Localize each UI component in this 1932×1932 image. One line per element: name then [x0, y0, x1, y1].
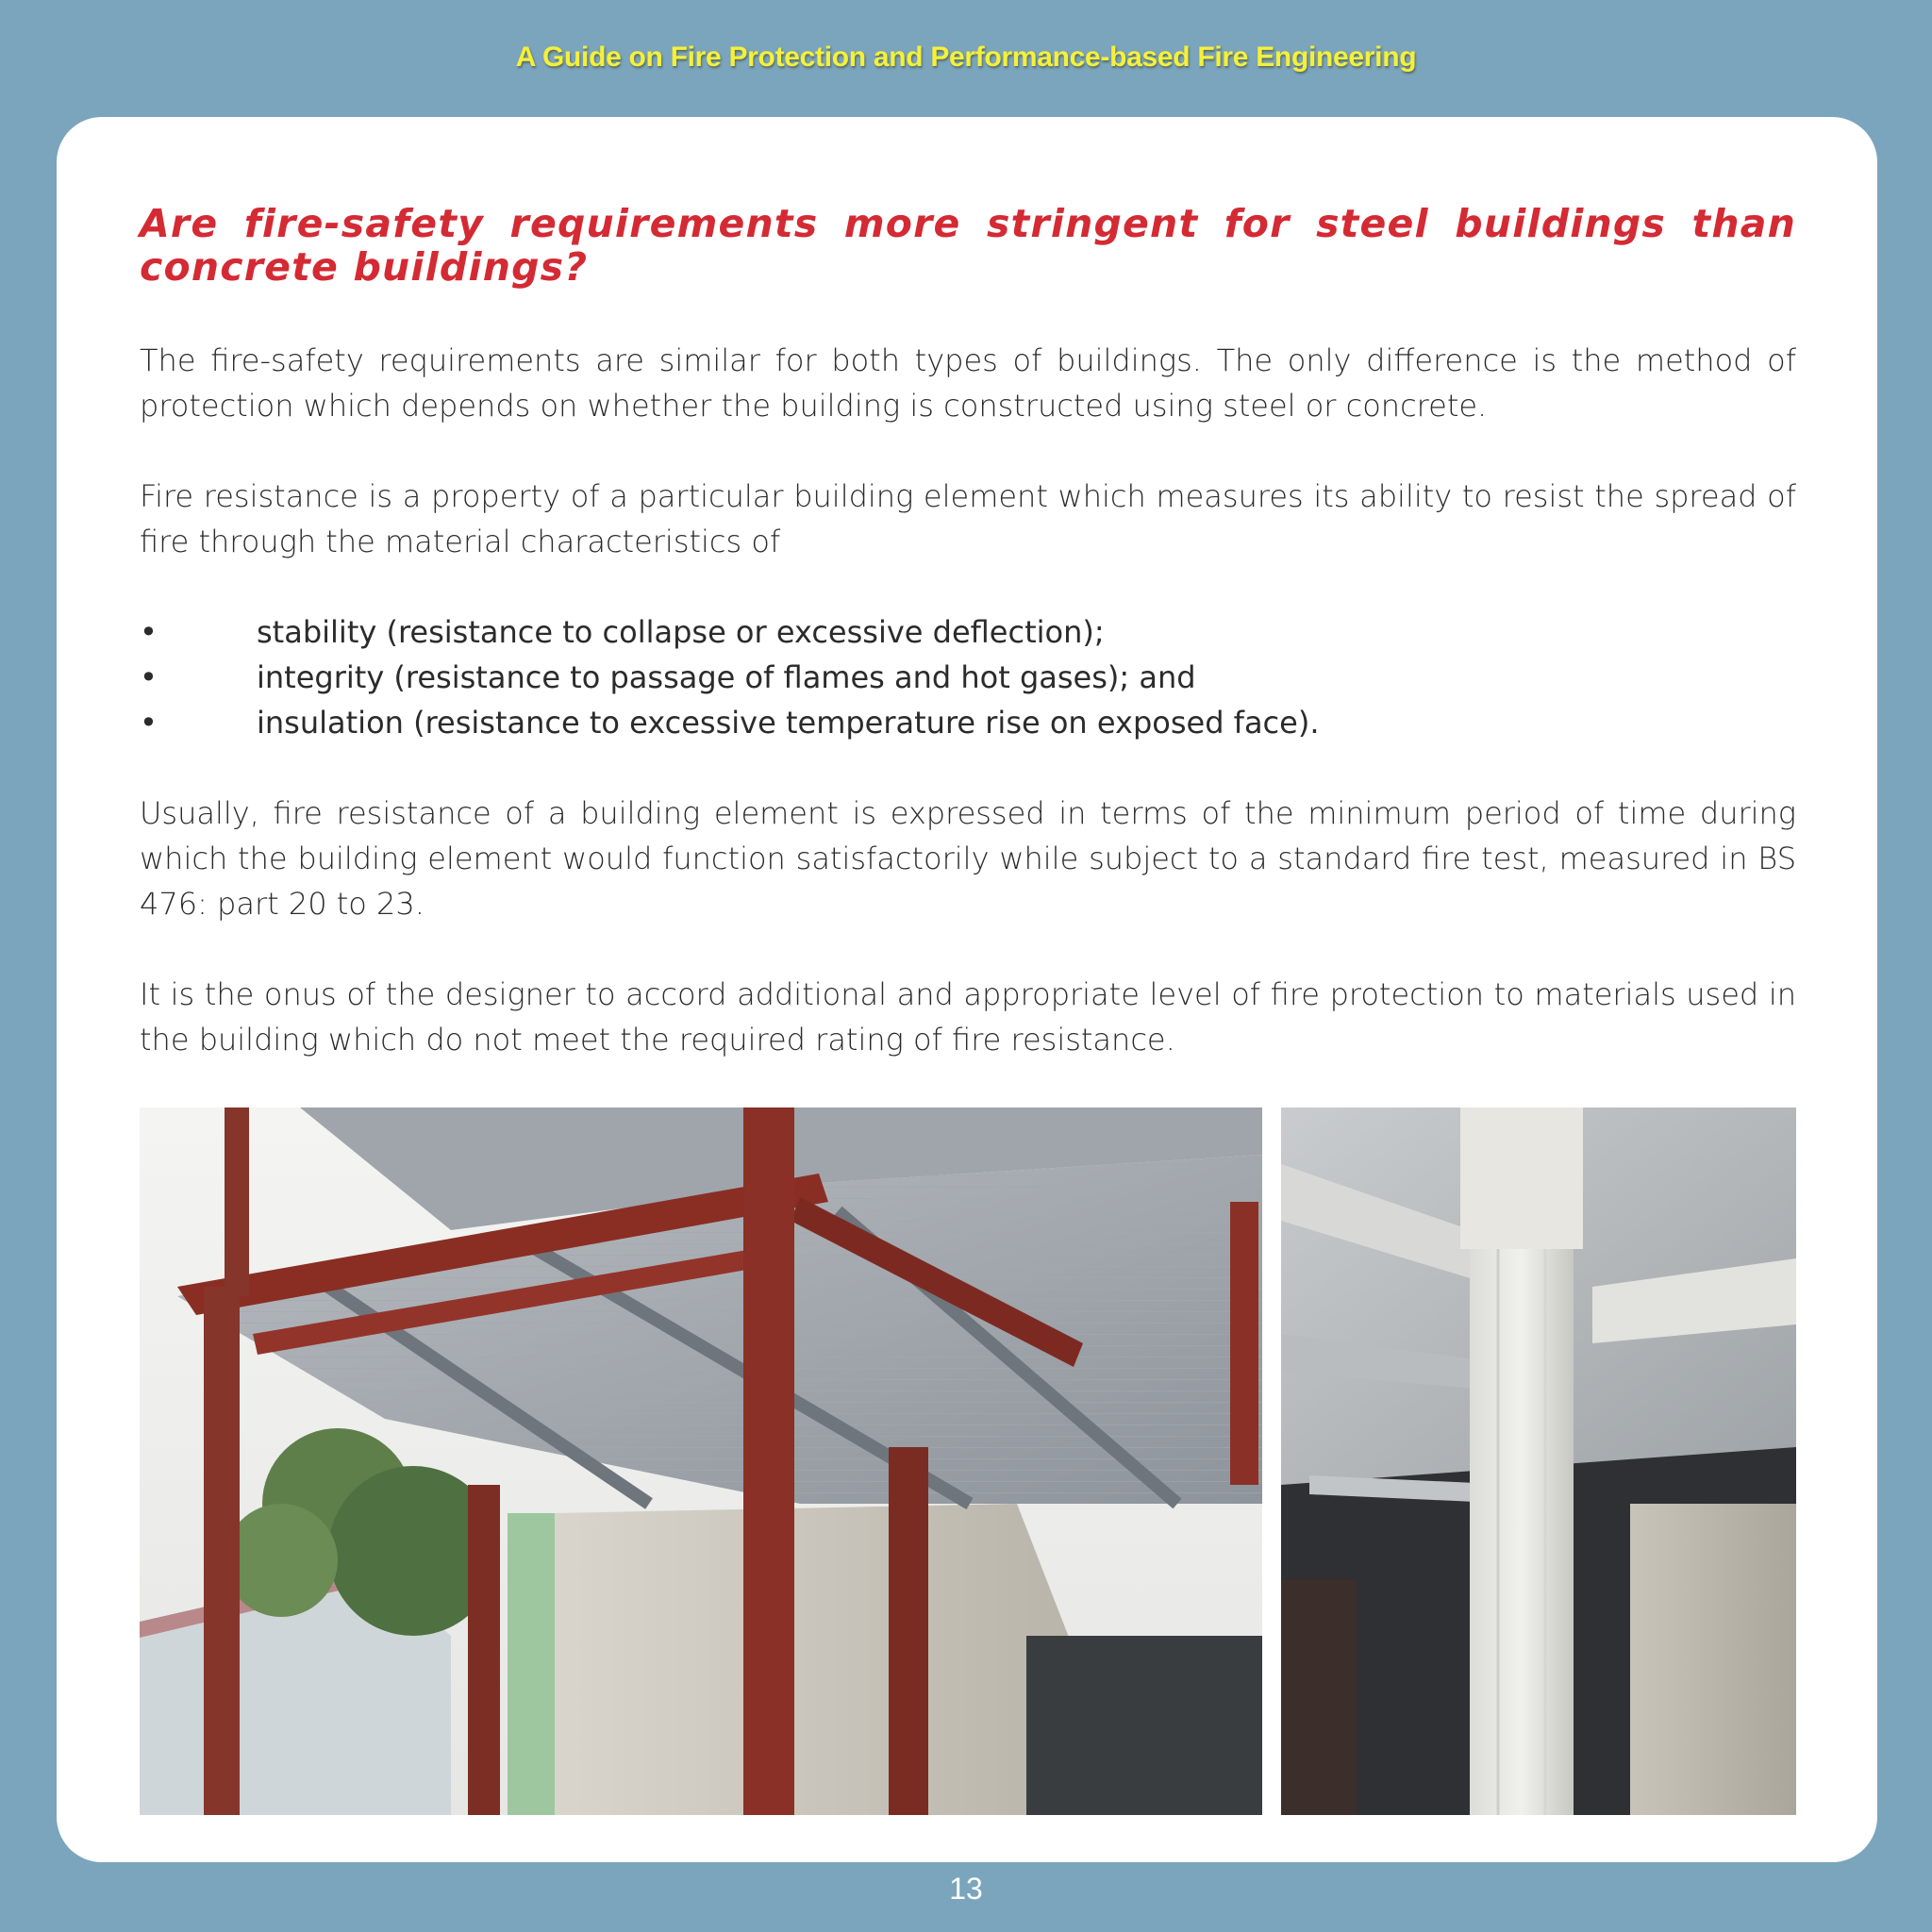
running-header: A Guide on Fire Protection and Performance-based Fire Engineering: [515, 42, 1417, 73]
photo-row: [140, 1108, 1796, 1815]
page-number: 13: [949, 1872, 983, 1906]
steel-frame-photo: [140, 1108, 1262, 1815]
paragraph-requirements: The fire-safety requirements are similar for both types of buildings. The only difference is the method of protection which depends on whether the building is constructed using steel or concrete.: [140, 342, 1796, 424]
paragraph-designer-onus: It is the onus of the designer to accord additional and appropriate level of fire protection to materials used in the building which do not meet the required rating of fire resistance.: [140, 976, 1796, 1058]
list-item: [140, 609, 1796, 655]
bullet-icon: •: [140, 705, 158, 741]
page-card: [57, 117, 1877, 1862]
section-question: Are fire-safety requirements more stringent for steel buildings than concrete buildings?: [140, 201, 1796, 290]
list-item-text: integrity (resistance to passage of flames and hot gases); and: [257, 659, 1196, 695]
content-column: [140, 202, 1796, 1062]
list-item: [140, 700, 1796, 745]
paragraph-fire-resistance: Fire resistance is a property of a particular building element which measures its ability to resist the spread of fire through the material characteristics of: [140, 478, 1796, 559]
bullet-icon: •: [140, 659, 158, 695]
list-item: [140, 655, 1796, 700]
characteristics-list: [140, 609, 1796, 745]
protected-column-photo: [1281, 1108, 1796, 1815]
paragraph-rating-period: Usually, fire resistance of a building element is expressed in terms of the minimum period of time during which the building element would function satisfactorily while subject to a standard fire test, measured in BS 476: part 20 to 23.: [140, 795, 1796, 922]
list-item-text: stability (resistance to collapse or excessive deflection);: [257, 614, 1105, 650]
list-item-text: insulation (resistance to excessive temperature rise on exposed face).: [257, 705, 1320, 741]
bullet-icon: •: [140, 614, 158, 650]
